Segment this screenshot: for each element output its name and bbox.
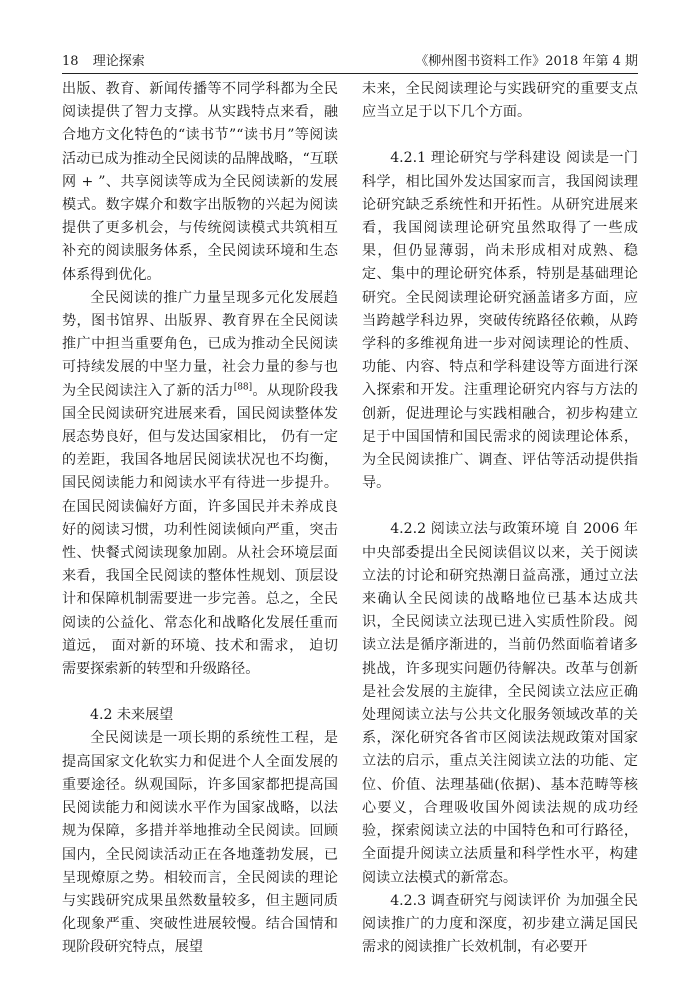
paragraph: 未来，全民阅读理论与实践研究的重要支点应当立足于以下几个方面。 xyxy=(362,81,638,121)
spacer xyxy=(362,124,638,147)
spacer xyxy=(62,681,338,704)
paragraph: 全民阅读是一项长期的系统性工程，是提高国家文化软实力和促进个人全面发展的重要途径。纵观国际，许多国家都把提高国民阅读能力和阅读水平作为国家战略，以法规为保障，多措并举地推动全民阅读。回顾国内，全民阅读活动正在各地蓬勃发展，已呈现燎原之势。相较而言，全民阅读的理论与实践研究成果虽然数量较多，但主题同质化现象严重、突破性进展较慢。结合国情和现阶段研究特点，展望 xyxy=(62,730,338,956)
header-left xyxy=(62,52,145,72)
spacer xyxy=(362,495,638,518)
paragraph-text: 全民阅读的推广力量呈现多元化发展趋势，图书馆界、出版界、教育界在全民阅读推广中担当重要角色，已成为推动全民阅读可持续发展的中坚力量，社会力量的参与也为全民阅读注入了新的活力 xyxy=(62,289,338,399)
right-column xyxy=(362,78,638,959)
left-column xyxy=(62,78,338,960)
paragraph xyxy=(62,287,338,681)
subsection-paragraph: 4.2.3 调查研究与阅读评价 为加强全民阅读推广的力度和深度，初步建立满足国民需求的阅读推广长效机制，有必要开 xyxy=(362,892,638,956)
section-name: 理论探索 xyxy=(92,54,145,69)
journal-title: 《柳州图书资料工作》2018 年第 4 期 xyxy=(415,54,638,69)
page-header xyxy=(62,52,638,72)
paragraph-text: 。从现阶段我国全民阅读研究进展来看，国民阅读整体发展态势良好，但与发达国家相比， 仍有一定的差距，我国各地居民阅读状况也不均衡， 国民阅读能力和阅读水平有待进一步提升。在国民阅读偏好方面，许多国民并未养成良好的阅读习惯，功利性阅读倾向严重，突击性、快餐式阅读现象加剧。从社会环境层面来看，我国全民阅读的整体性规划、顶层设计和保障机制需要进一步完善。总之，全民阅读的公益化、常态化和战略化发展任重而道远， 面对新的环境、技术和需求， 迫切需要探索新的转型和升级路径。 xyxy=(62,382,339,678)
subsection-paragraph: 4.2.2 阅读立法与政策环境 自 2006 年中央部委提出全民阅读倡议以来，关于阅读立法的讨论和研究热潮日益高涨，通过立法来确认全民阅读的战略地位已基本达成共识，全民阅读立法现已进入实质性阶段。阅读立法是循序渐进的，当前仍然面临着诸多挑战，许多现实问题仍待解决。改革与创新是社会发展的主旋律，全民阅读立法应正确处理阅读立法与公共文化服务领域改革的关系，深化研究各省市区阅读法规政策对国家立法的启示，重点关注阅读立法的功能、定位、价值、法理基础(依据)、基本范畴等核心要义，合理吸收国外阅读法规的成功经验，探索阅读立法的中国特色和可行路径，全面提升阅读立法质量和科学性水平，构建阅读立法模式的新常态。 xyxy=(362,521,638,886)
subsection-paragraph: 4.2.1 理论研究与学科建设 阅读是一门科学，相比国外发达国家而言，我国阅读理论研究缺乏系统性和开拓性。从研究进展来看，我国阅读理论研究虽然取得了一些成果，但仍显薄弱，尚未形成相对成熟、稳定、集中的理论研究体系，特别是基础理论研究。全民阅读理论研究涵盖诸多方面，应当跨越学科边界，突破传统路径依赖，从跨学科的多维视角进一步对阅读理论的性质、功能、内容、特点和学科建设等方面进行深入探索和开发。注重理论研究内容与方法的创新，促进理论与实践相融合，初步构建立足于中国国情和国民需求的阅读理论体系，为全民阅读推广、调查、评估等活动提供指导。 xyxy=(362,150,638,492)
section-heading: 4.2 未来展望 xyxy=(90,707,174,724)
paragraph: 出版、教育、新闻传播等不同学科都为全民阅读提供了智力支撑。从实践特点来看，融合地方文化特色的“读书节”“读书月”等阅读活动已成为推动全民阅读的品牌战略，“互联网 + ”、共享阅读等成为全民阅读新的发展模式。数字媒介和数字出版物的兴起为阅读提供了更多机会，与传统阅读模式共筑相互补充的阅读服务体系，全民阅读环境和生态体系得到优化。 xyxy=(62,81,338,283)
header-rule xyxy=(62,73,638,74)
citation: [88] xyxy=(233,381,253,392)
page-number: 18 xyxy=(62,54,79,69)
